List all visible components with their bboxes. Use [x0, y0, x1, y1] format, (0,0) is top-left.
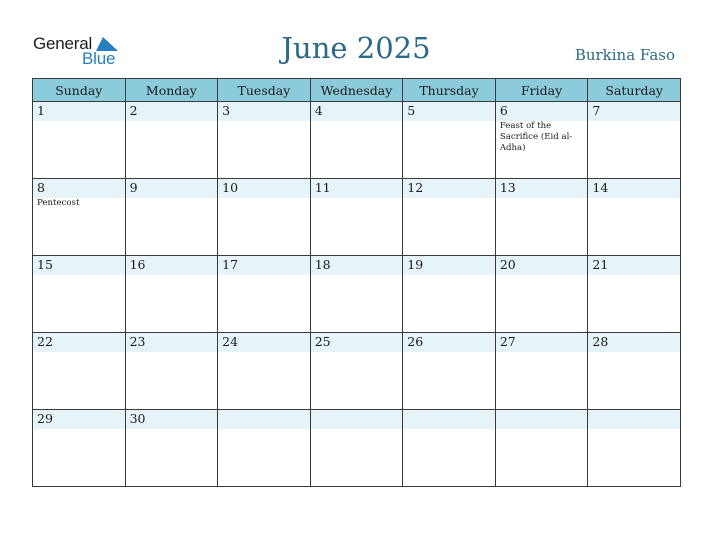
- weekday-header: Sunday: [33, 79, 126, 102]
- day-number: 28: [588, 333, 680, 352]
- day-cell: [33, 256, 126, 333]
- logo-text-blue: Blue: [82, 49, 116, 68]
- day-cell: [403, 179, 496, 256]
- day-cell: [125, 256, 218, 333]
- day-number: 15: [33, 256, 125, 275]
- day-number: 17: [218, 256, 310, 275]
- day-number: 2: [126, 102, 218, 121]
- day-cell: [495, 179, 588, 256]
- day-number: 25: [311, 333, 403, 352]
- day-number: 6: [496, 102, 588, 121]
- day-number: 7: [588, 102, 680, 121]
- day-number: 23: [126, 333, 218, 352]
- week-row: [33, 256, 681, 333]
- country-name: Burkina Faso: [574, 46, 675, 64]
- week-row: [33, 102, 681, 179]
- day-number: 16: [126, 256, 218, 275]
- weekday-header-row: [33, 79, 681, 102]
- day-cell: [403, 333, 496, 410]
- weekday-header: Saturday: [588, 79, 681, 102]
- weekday-header: Monday: [125, 79, 218, 102]
- day-number: 21: [588, 256, 680, 275]
- calendar-grid: [32, 78, 681, 487]
- weekday-header: Tuesday: [218, 79, 311, 102]
- day-cell: [403, 256, 496, 333]
- day-number: 27: [496, 333, 588, 352]
- day-cell: [218, 102, 311, 179]
- day-cell: [218, 256, 311, 333]
- day-cell-empty: [310, 410, 403, 487]
- day-number: 11: [311, 179, 403, 198]
- week-row: [33, 179, 681, 256]
- day-number: 13: [496, 179, 588, 198]
- day-number: 24: [218, 333, 310, 352]
- day-cell-empty: [403, 410, 496, 487]
- day-number: 8: [33, 179, 125, 198]
- day-cell-empty: [218, 410, 311, 487]
- day-number: 18: [311, 256, 403, 275]
- day-cell: [33, 179, 126, 256]
- day-number: [496, 410, 588, 429]
- day-number: [218, 410, 310, 429]
- day-number: 29: [33, 410, 125, 429]
- day-number: 9: [126, 179, 218, 198]
- weekday-header: Thursday: [403, 79, 496, 102]
- day-cell: [588, 179, 681, 256]
- calendar-title: June 2025: [281, 31, 431, 65]
- day-cell: [125, 410, 218, 487]
- day-cell: [33, 410, 126, 487]
- day-cell: [588, 102, 681, 179]
- day-cell: [125, 179, 218, 256]
- day-number: 12: [403, 179, 495, 198]
- day-cell: [33, 333, 126, 410]
- holiday-label: Feast of the Sacrifice (Eid al-Adha): [499, 121, 573, 153]
- week-row: [33, 333, 681, 410]
- day-number: 4: [311, 102, 403, 121]
- day-number: 20: [496, 256, 588, 275]
- day-cell: [218, 333, 311, 410]
- day-cell: [310, 179, 403, 256]
- day-number: 1: [33, 102, 125, 121]
- day-number: 10: [218, 179, 310, 198]
- day-number: 14: [588, 179, 680, 198]
- day-cell: [310, 256, 403, 333]
- day-number: 30: [126, 410, 218, 429]
- weekday-header: Wednesday: [310, 79, 403, 102]
- day-cell: [218, 179, 311, 256]
- day-cell: [403, 102, 496, 179]
- day-number: [588, 410, 680, 429]
- day-cell: [495, 256, 588, 333]
- day-number: 22: [33, 333, 125, 352]
- logo-text-general: General: [33, 34, 93, 53]
- day-cell: [125, 333, 218, 410]
- day-cell: [310, 333, 403, 410]
- day-cell: [588, 333, 681, 410]
- day-number: [403, 410, 495, 429]
- day-number: 19: [403, 256, 495, 275]
- day-cell-empty: [588, 410, 681, 487]
- week-row: [33, 410, 681, 487]
- day-cell: [310, 102, 403, 179]
- day-cell: [495, 102, 588, 179]
- holiday-label: Pentecost: [37, 198, 80, 208]
- day-number: 3: [218, 102, 310, 121]
- day-number: [311, 410, 403, 429]
- day-number: 5: [403, 102, 495, 121]
- weekday-header: Friday: [495, 79, 588, 102]
- day-cell: [495, 333, 588, 410]
- day-cell: [33, 102, 126, 179]
- day-cell: [588, 256, 681, 333]
- day-cell-empty: [495, 410, 588, 487]
- day-cell: [125, 102, 218, 179]
- day-number: 26: [403, 333, 495, 352]
